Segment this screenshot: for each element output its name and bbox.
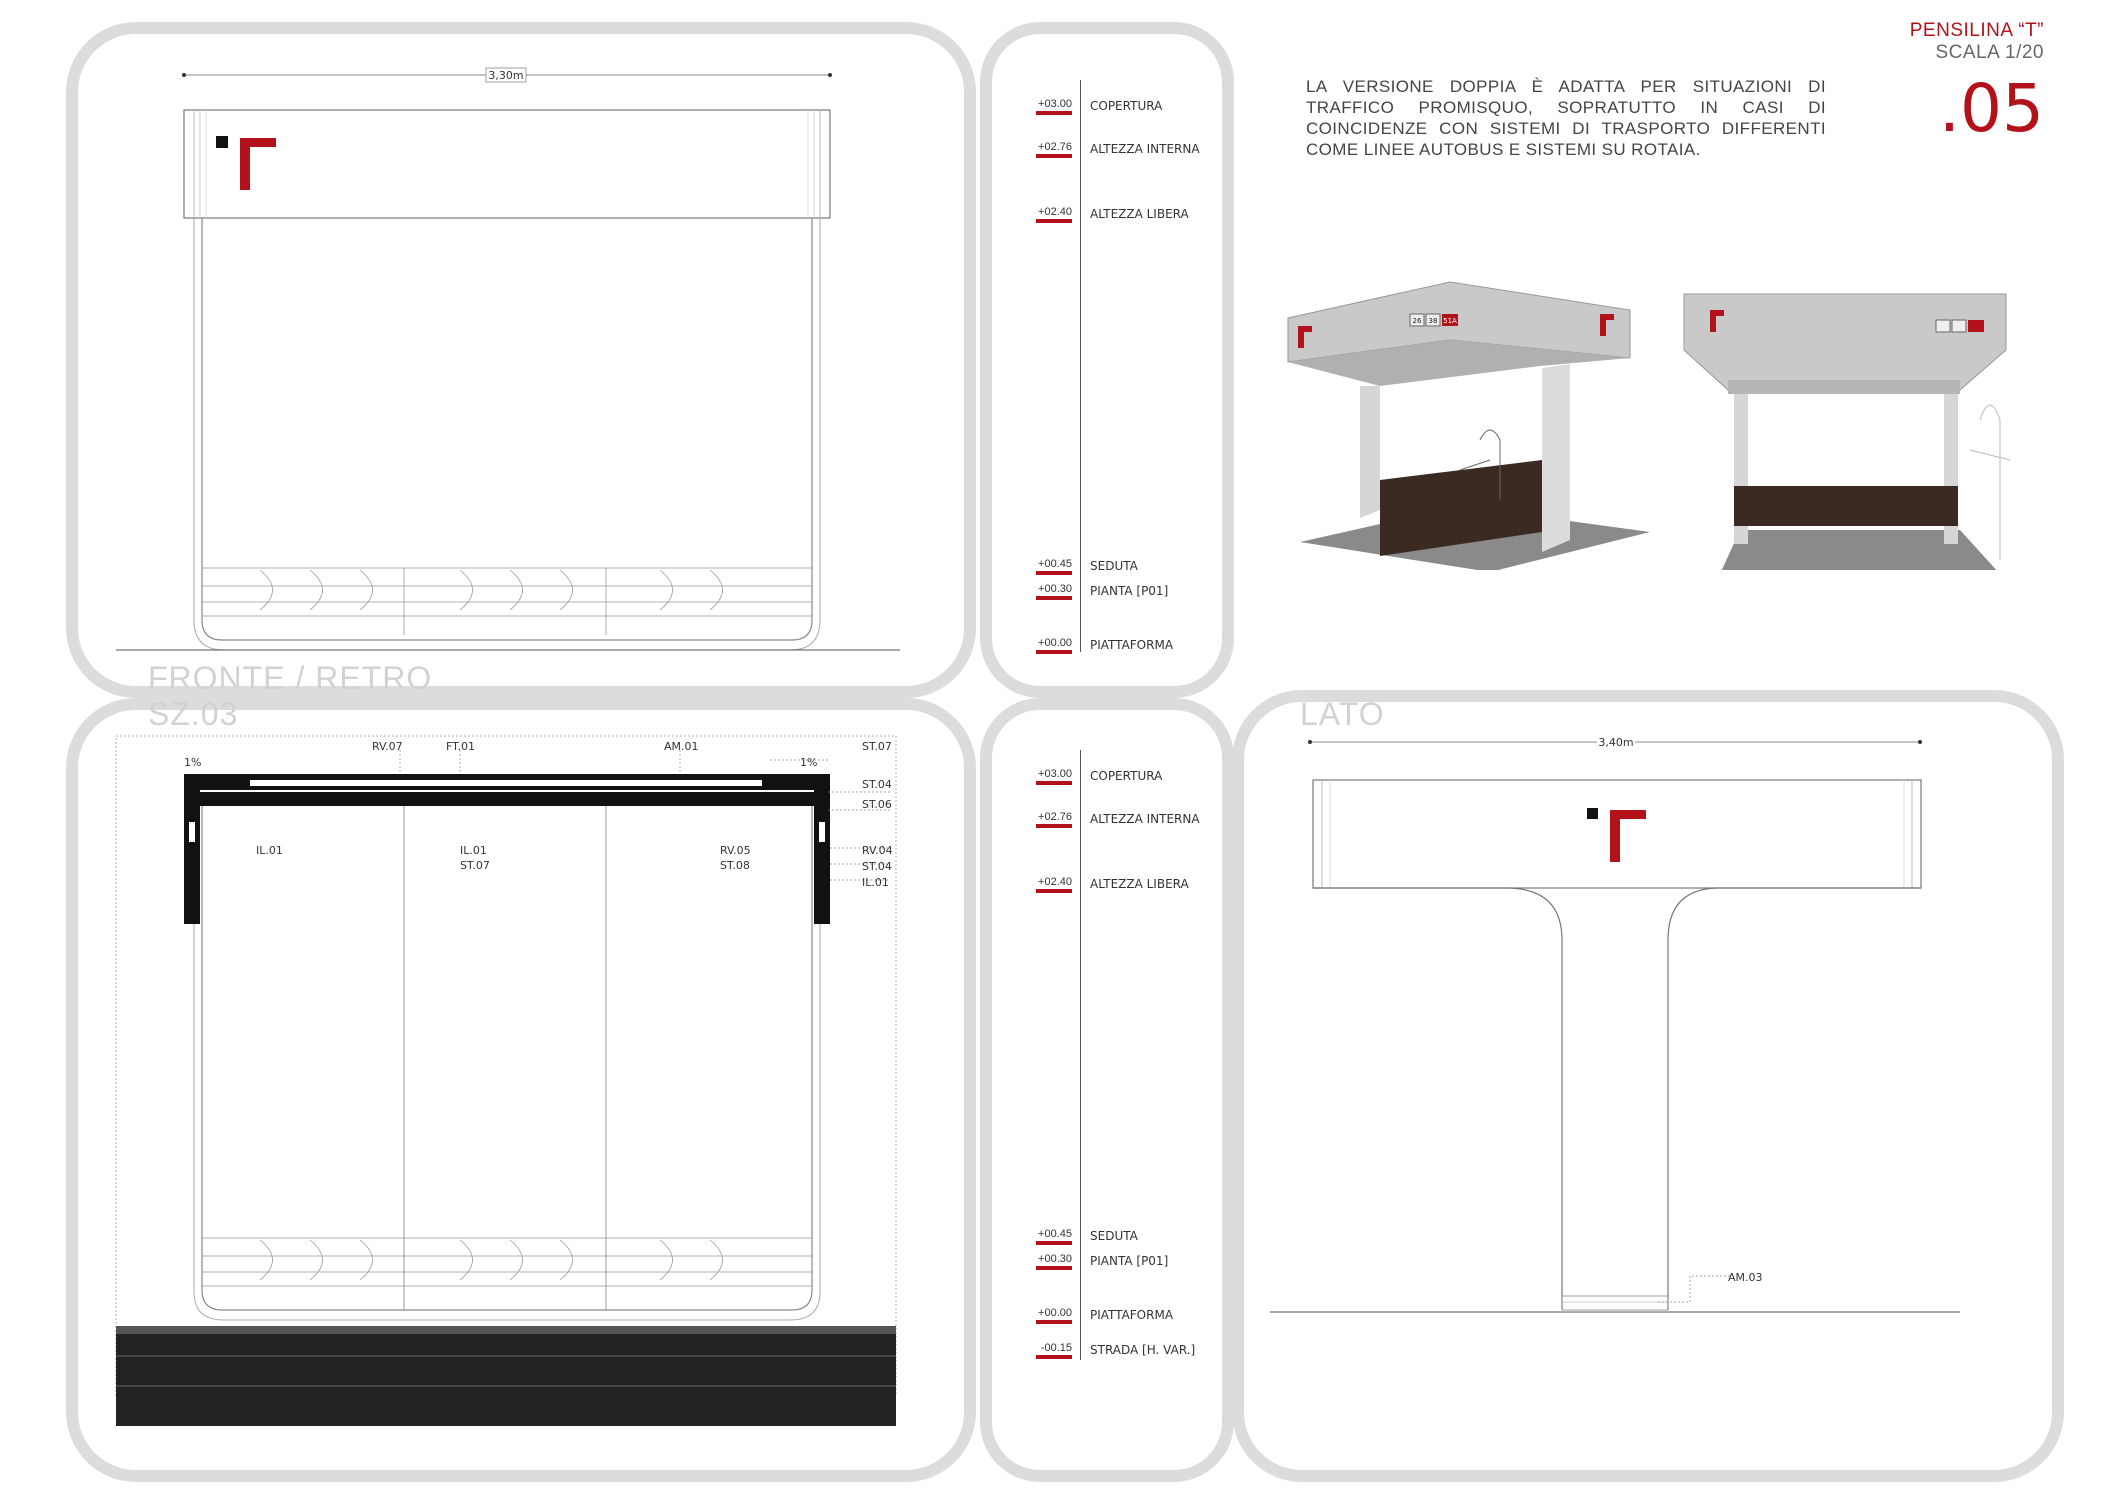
level-label: PIATTAFORMA [1090, 638, 1174, 652]
tag-st08: ST.08 [720, 859, 750, 872]
level-value: +00.30 [1036, 583, 1072, 600]
level-value: +02.76 [1036, 141, 1072, 158]
section-drawing [110, 730, 910, 1440]
level-value: +02.76 [1036, 811, 1072, 828]
route-signs [1410, 314, 1458, 326]
route-sign-label: 51A [1443, 317, 1457, 325]
level-value: +00.45 [1036, 1228, 1072, 1245]
front-view-label: FRONTE / RETRO [148, 660, 433, 696]
level-label: SEDUTA [1090, 559, 1138, 573]
tag-il01b: IL.01 [460, 844, 487, 857]
render-perspective [1280, 270, 1660, 570]
level-label: ALTEZZA INTERNA [1090, 812, 1200, 826]
level-value: +00.30 [1036, 1253, 1072, 1270]
level-label: PIANTA [P01] [1090, 584, 1169, 598]
tag-st04a: ST.04 [862, 778, 892, 791]
tag-slope-right: 1% [800, 756, 818, 769]
ground-hatch [116, 1326, 896, 1426]
tag-rv04: RV.04 [862, 844, 893, 857]
level-value: +03.00 [1036, 98, 1072, 115]
level-value: +00.00 [1036, 637, 1072, 654]
level-value: +03.00 [1036, 768, 1072, 785]
tag-am01: AM.01 [664, 740, 699, 753]
level-value: +02.40 [1036, 876, 1072, 893]
front-elevation-drawing [110, 60, 910, 660]
level-label: COPERTURA [1090, 99, 1163, 113]
front-bench [202, 568, 812, 635]
tag-st06: ST.06 [862, 798, 892, 811]
tag-st04b: ST.04 [862, 860, 892, 873]
level-value: -00.15 [1036, 1342, 1072, 1359]
section-view-label: SZ.03 [148, 696, 239, 732]
side-elevation-drawing [1260, 730, 2020, 1350]
tag-am03: AM.03 [1728, 1271, 1763, 1284]
project-description: LA VERSIONE DOPPIA È ADATTA PER SITUAZIONI DI TRAFFICO PROMISQUO, SOPRATUTTO IN CASI DI COINCIDENZE CON SISTEMI DI TRASPORTO DIFFERENTI COME LINEE AUTOBUS E SISTEMI SU ROTAIA. [1306, 77, 1826, 159]
side-width-dimension: 3,40m [1598, 736, 1634, 749]
render-front [1680, 290, 2020, 570]
level-value: +00.45 [1036, 558, 1072, 575]
side-view-label: LATO [1300, 696, 1385, 732]
sheet-scale: SCALA 1/20 [1935, 42, 2044, 63]
route-sign-label: 38 [1428, 317, 1438, 325]
front-width-dimension: 3,30m [488, 69, 524, 82]
level-label: PIATTAFORMA [1090, 1308, 1174, 1322]
tag-ft01: FT.01 [446, 740, 476, 753]
level-label: PIANTA [P01] [1090, 1254, 1169, 1268]
level-value: +02.40 [1036, 206, 1072, 223]
tag-il01a: IL.01 [256, 844, 283, 857]
level-label: ALTEZZA LIBERA [1090, 207, 1189, 221]
tag-st07b: ST.07 [460, 859, 490, 872]
tag-slope-left: 1% [184, 756, 202, 769]
level-label: ALTEZZA LIBERA [1090, 877, 1189, 891]
sheet-title: PENSILINA “T” [1909, 20, 2044, 41]
tag-rv07: RV.07 [372, 740, 403, 753]
tag-rv05: RV.05 [720, 844, 751, 857]
route-sign-label: 26 [1412, 317, 1422, 325]
tag-st07: ST.07 [862, 740, 892, 753]
sheet-number: .05 [1939, 70, 2044, 147]
level-value: +00.00 [1036, 1307, 1072, 1324]
tag-il01c: IL.01 [862, 876, 889, 889]
level-label: STRADA [H. VAR.] [1090, 1343, 1196, 1357]
level-label: COPERTURA [1090, 769, 1163, 783]
level-label: SEDUTA [1090, 1229, 1138, 1243]
level-label: ALTEZZA INTERNA [1090, 142, 1200, 156]
